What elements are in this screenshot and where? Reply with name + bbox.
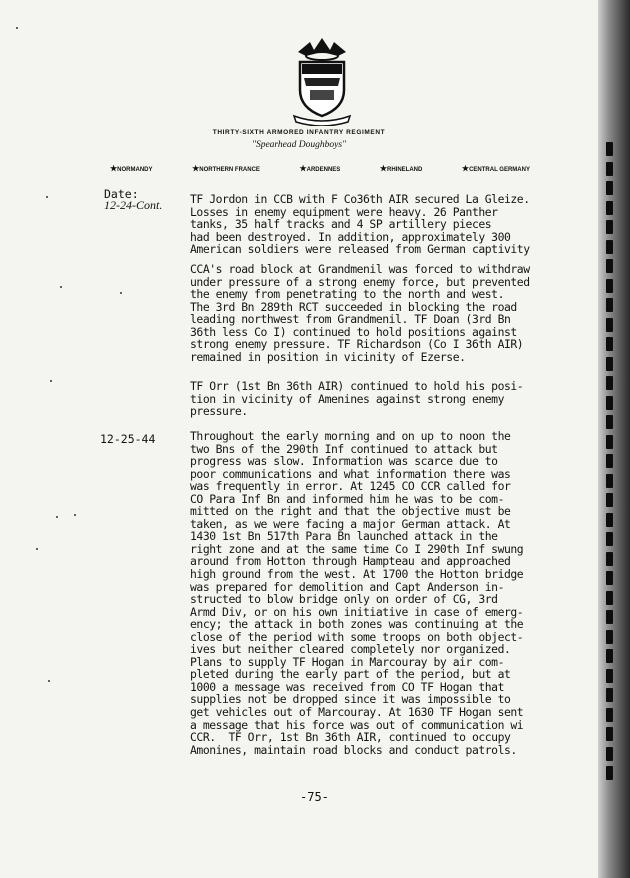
binding-ring — [606, 591, 613, 605]
binding-ring — [606, 220, 613, 234]
entry-paragraph: TF Orr (1st Bn 36th AIR) continued to hold his posi- tion in vicinity of Amenines against strong enemy pressure. — [190, 379, 524, 419]
binding-ring — [606, 162, 613, 176]
binding-ring — [606, 279, 613, 293]
binding-ring — [606, 649, 613, 663]
regimental-crest-icon — [290, 34, 354, 126]
spiral-binding — [598, 0, 630, 878]
entry-paragraph: CCA's road block at Grandmenil was forced to withdraw under pressure of a strong enemy force, but prevented the enemy from penetrating to the north and west. The 3rd Bn 289th RCT succeeded in blocking the road leading northwest from Grandmenil. TF Doan (3rd Bn 36th less Co I) continued to hold positions against strong enemy pressure. TF Richardson (Co I 36th AIR) remained in position in vicinity of Ezerse. — [190, 262, 530, 364]
binding-ring — [606, 337, 613, 351]
binding-ring — [606, 376, 613, 390]
binding-ring — [606, 298, 613, 312]
binding-ring — [606, 630, 613, 644]
scan-speck — [50, 380, 52, 382]
binding-ring — [606, 318, 613, 332]
binding-ring — [606, 474, 613, 488]
binding-ring — [606, 435, 613, 449]
scan-speck — [74, 514, 76, 516]
binding-ring — [606, 181, 613, 195]
binding-ring — [606, 396, 613, 410]
date-label: Date: — [104, 187, 139, 201]
campaign-normandy: ★ NORMANDY — [110, 164, 153, 173]
scan-speck — [56, 516, 58, 518]
binding-ring — [606, 571, 613, 585]
binding-ring — [606, 142, 613, 156]
binding-ring — [606, 727, 613, 741]
campaign-list — [110, 164, 530, 173]
entry-paragraph: TF Jordon in CCB with F Co36th AIR secured La Gleize. Losses in enemy equipment were heavy. 26 Panther tanks, 35 half tracks and 4 SP artillery pieces had been destroyed. In addition, approximately 300 American soldiers were released from German captivity — [190, 192, 530, 257]
binding-ring — [606, 240, 613, 254]
entry-date-12-24: 12-24-Cont. — [104, 198, 163, 212]
binding-ring — [606, 415, 613, 429]
campaign-northern-france: ★ NORTHERN FRANCE — [192, 164, 260, 173]
scan-speck — [120, 292, 122, 294]
binding-ring — [606, 747, 613, 761]
binding-ring — [606, 201, 613, 215]
binding-ring — [606, 610, 613, 624]
binding-ring — [606, 552, 613, 566]
binding-ring — [606, 357, 613, 371]
binding-ring — [606, 532, 613, 546]
binding-ring — [606, 259, 613, 273]
scan-speck — [46, 196, 48, 198]
binding-ring — [606, 454, 613, 468]
campaign-central-germany: ★ CENTRAL GERMANY — [462, 164, 530, 173]
scan-speck — [48, 680, 50, 682]
page-number: -75- — [300, 790, 329, 804]
campaign-ardennes: ★ ARDENNES — [299, 164, 340, 173]
regiment-title: THIRTY-SIXTH ARMORED INFANTRY REGIMENT — [212, 129, 386, 136]
binding-ring — [606, 766, 613, 780]
campaign-rhineland: ★ RHINELAND — [380, 164, 423, 173]
entry-date-12-25: 12-25-44 — [100, 432, 156, 446]
entry-paragraph: Throughout the early morning and on up to noon the two Bns of the 290th Inf continued to attack but progress was slow. Information was scarce due to poor communications and what information there was was frequently in error. At 1245 CO CCR called for CO Para Inf Bn and informed him he was to be com- mitted on the right and that the objective must be taken, as we were facing a major German attack. At 1430 1st Bn 517th Para Bn launched attack in the right zone and at the same time Co I 290th Inf swung around from Hotton through Hampteau and approached high ground from the west. At 1700 the Hotton bridge was prepared for demolition and Capt Anderson in- structed to blow bridge only on order of CG, 3rd Armd Div, or on his own initiative in case of emerg- ency; the attack in both zones was continuing at the close of the period with some troops on both object- ives but neither cleared completely nor organized. Plans to supply TF Hogan in Marcouray by air com- pleted during the early part of the period, but at 1000 a message was received from CO TF Hogan that supplies not be dropped since it was impossible to get vehicles out of Marcouray. At 1630 TF Hogan sent a message that his force was out of communication wi CCR. TF Orr, 1st Bn 36th AIR, continued to occupy Amonines, maintain road blocks and conduct patrols. — [190, 429, 524, 757]
binding-ring — [606, 513, 613, 527]
binding-ring — [606, 493, 613, 507]
scan-speck — [16, 27, 18, 29]
scan-speck — [60, 286, 62, 288]
scan-speck — [36, 548, 38, 550]
binding-ring — [606, 688, 613, 702]
binding-ring — [606, 669, 613, 683]
regiment-motto: "Spearhead Doughboys" — [251, 140, 347, 150]
binding-ring — [606, 708, 613, 722]
